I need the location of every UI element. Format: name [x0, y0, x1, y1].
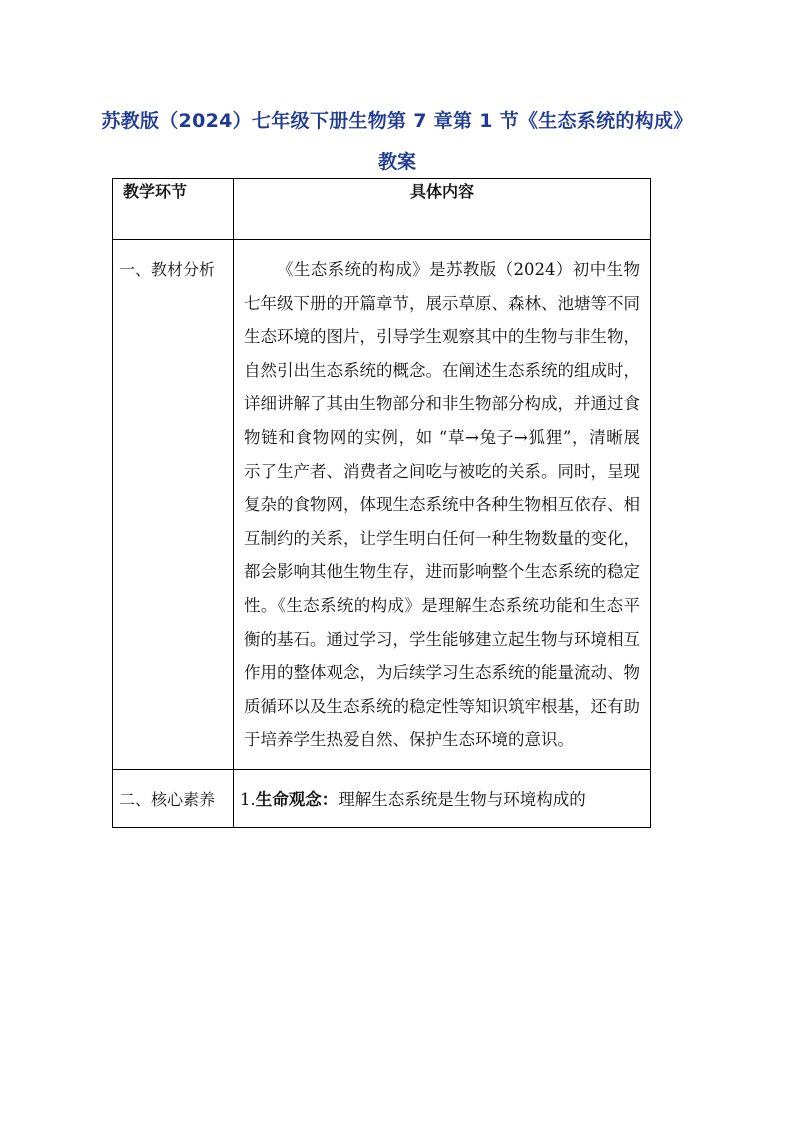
table-row	[113, 769, 651, 827]
row-content-cell	[234, 769, 651, 827]
header-teaching-stage: 教学环节	[113, 179, 234, 240]
row-content-cell	[234, 240, 651, 770]
lesson-plan-table	[112, 178, 651, 828]
row-label-core-literacy: 二、核心素养	[113, 769, 234, 827]
textbook-analysis-paragraph: 《生态系统的构成》是苏教版（2024）初中生物七年级下册的开篇章节，展示草原、森林、池塘等不同生态环境的图片，引导学生观察其中的生物与非生物，自然引出生态系统的概念。在阐述生态系统的组成时，详细讲解了其由生物部分和非生物部分构成，并通过食物链和食物网的实例，如 “草→兔子→狐狸”，清晰展示了生产者、消费者之间吃与被吃的关系。同时，呈现复杂的食物网，体现生态系统中各种生物相互依存、相互制约的关系，让学生明白任何一种生物数量的变化，都会影响其他生物生存，进而影响整个生态系统的稳定性。《生态系统的构成》是理解生态系统功能和生态平衡的基石。通过学习，学生能够建立起生物与环境相互作用的整体观念，为后续学习生态系统的能量流动、物质循环以及生态系统的稳定性等知识筑牢根基，还有助于培养学生热爱自然、保护生态环境的意识。	[244, 260, 640, 750]
core-literacy-heading: 生命观念：	[255, 789, 339, 809]
list-number: 1.	[240, 789, 256, 809]
header-specific-content: 具体内容	[234, 179, 651, 240]
core-literacy-text: 理解生态系统是生物与环境构成的	[338, 789, 586, 809]
document-title: 苏教版（2024）七年级下册生物第 7 章第 1 节《生态系统的构成》	[101, 110, 693, 132]
row-label-textbook-analysis: 一、教材分析	[113, 240, 234, 770]
document-subtitle: 教案	[377, 151, 416, 173]
table-row	[113, 240, 651, 770]
table-header-row	[113, 179, 651, 240]
